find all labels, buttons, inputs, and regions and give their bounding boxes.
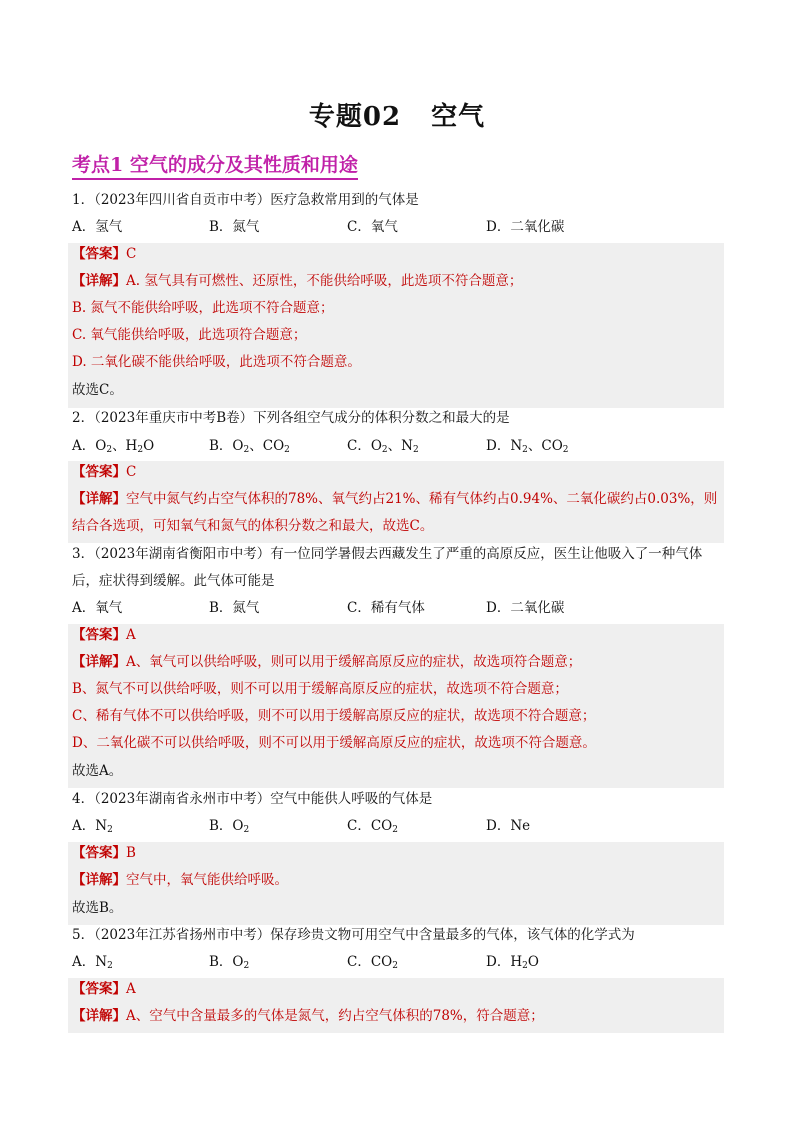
title-name: 空气 xyxy=(431,102,486,132)
q3-detail-1: 【详解】A、氧气可以供给呼吸，则可以用于缓解高原反应的症状，故选项符合题意； xyxy=(72,654,582,670)
q3-answer: 【答案】A xyxy=(72,627,136,643)
q5-detail-1: 【详解】A、空气中含量最多的气体是氮气，约占空气体积的78%，符合题意； xyxy=(72,1008,544,1024)
q5-option-a: A．$N_2$ xyxy=(72,954,113,971)
q2-option-d: D．$N_2$、$CO_2$ xyxy=(486,438,569,455)
q5-option-d: D．$H_2O$ xyxy=(486,954,539,971)
section-heading: 考点1 空气的成分及其性质和用途 xyxy=(72,150,358,180)
q3-option-a: A．氧气 xyxy=(72,600,123,616)
q1-detail-2: B. 氮气不能供给呼吸，此选项不符合题意； xyxy=(72,300,334,316)
question-3-stem-line-1: 3．（2023年湖南省衡阳市中考）有一位同学暑假去西藏发生了严重的高原反应，医生让他吸入了一种气体 xyxy=(72,546,703,562)
q3-option-b: B．氮气 xyxy=(209,600,260,616)
q3-option-c: C．稀有气体 xyxy=(347,600,425,616)
question-3-stem-line-2: 后，症状得到缓解。此气体可能是 xyxy=(72,573,275,589)
page-title xyxy=(0,96,794,133)
q5-answer: 【答案】A xyxy=(72,981,136,997)
q1-option-b: B．氮气 xyxy=(209,219,260,235)
q1-option-d: D．二氧化碳 xyxy=(486,219,565,235)
q2-option-a: A．$O_2$、$H_2O$ xyxy=(72,438,155,455)
q2-detail-2: 结合各选项，可知氧气和氮气的体积分数之和最大，故选C。 xyxy=(72,518,434,534)
q1-detail-3: C. 氧气能供给呼吸，此选项符合题意； xyxy=(72,327,307,343)
q2-answer: 【答案】C xyxy=(72,464,137,480)
question-4-stem: 4．（2023年湖南省永州市中考）空气中能供人呼吸的气体是 xyxy=(72,791,433,807)
q4-option-c: C．$CO_2$ xyxy=(347,818,398,835)
title-prefix: 专题 xyxy=(308,102,363,132)
q3-detail-3: C、稀有气体不可以供给呼吸，则不可以用于缓解高原反应的症状，故选项不符合题意； xyxy=(72,708,596,724)
q2-detail-1: 【详解】空气中氮气约占空气体积的78%、氧气约占21%、稀有气体约占0.94%、二氧化碳约占0.03%，则 xyxy=(72,491,718,507)
q1-detail-1: 【详解】A. 氢气具有可燃性、还原性，不能供给呼吸，此选项不符合题意； xyxy=(72,273,523,289)
q1-option-a: A．氢气 xyxy=(72,219,123,235)
q5-option-b: B．$O_2$ xyxy=(209,954,250,971)
question-1-stem: 1．（2023年四川省自贡市中考）医疗急救常用到的气体是 xyxy=(72,192,419,208)
q4-detail-1: 【详解】空气中，氧气能供给呼吸。 xyxy=(72,872,288,888)
q4-option-a: A．$N_2$ xyxy=(72,818,113,835)
q3-conclusion: 故选A。 xyxy=(72,763,123,779)
q1-conclusion: 故选C。 xyxy=(72,382,123,398)
question-5-stem: 5．（2023年江苏省扬州市中考）保存珍贵文物可用空气中含量最多的气体，该气体的化学式为 xyxy=(72,927,635,943)
q1-answer: 【答案】C xyxy=(72,246,137,262)
q4-option-d: D．Ne xyxy=(486,818,531,834)
title-number: 02 xyxy=(362,102,402,132)
q3-detail-2: B、氮气不可以供给呼吸，则不可以用于缓解高原反应的症状，故选项不符合题意； xyxy=(72,681,568,697)
q3-option-d: D．二氧化碳 xyxy=(486,600,565,616)
q3-detail-4: D、二氧化碳不可以供给呼吸，则不可以用于缓解高原反应的症状，故选项不符合题意。 xyxy=(72,735,596,751)
q4-option-b: B．$O_2$ xyxy=(209,818,250,835)
q2-option-b: B．$O_2$、$CO_2$ xyxy=(209,438,290,455)
question-2-stem: 2．（2023年重庆市中考B卷）下列各组空气成分的体积分数之和最大的是 xyxy=(72,410,510,426)
q4-answer: 【答案】B xyxy=(72,845,136,861)
q1-detail-4: D. 二氧化碳不能供给呼吸，此选项不符合题意。 xyxy=(72,354,361,370)
q4-conclusion: 故选B。 xyxy=(72,900,123,916)
q1-option-c: C．氧气 xyxy=(347,219,398,235)
q5-option-c: C．$CO_2$ xyxy=(347,954,398,971)
q2-option-c: C．$O_2$、$N_2$ xyxy=(347,438,419,455)
